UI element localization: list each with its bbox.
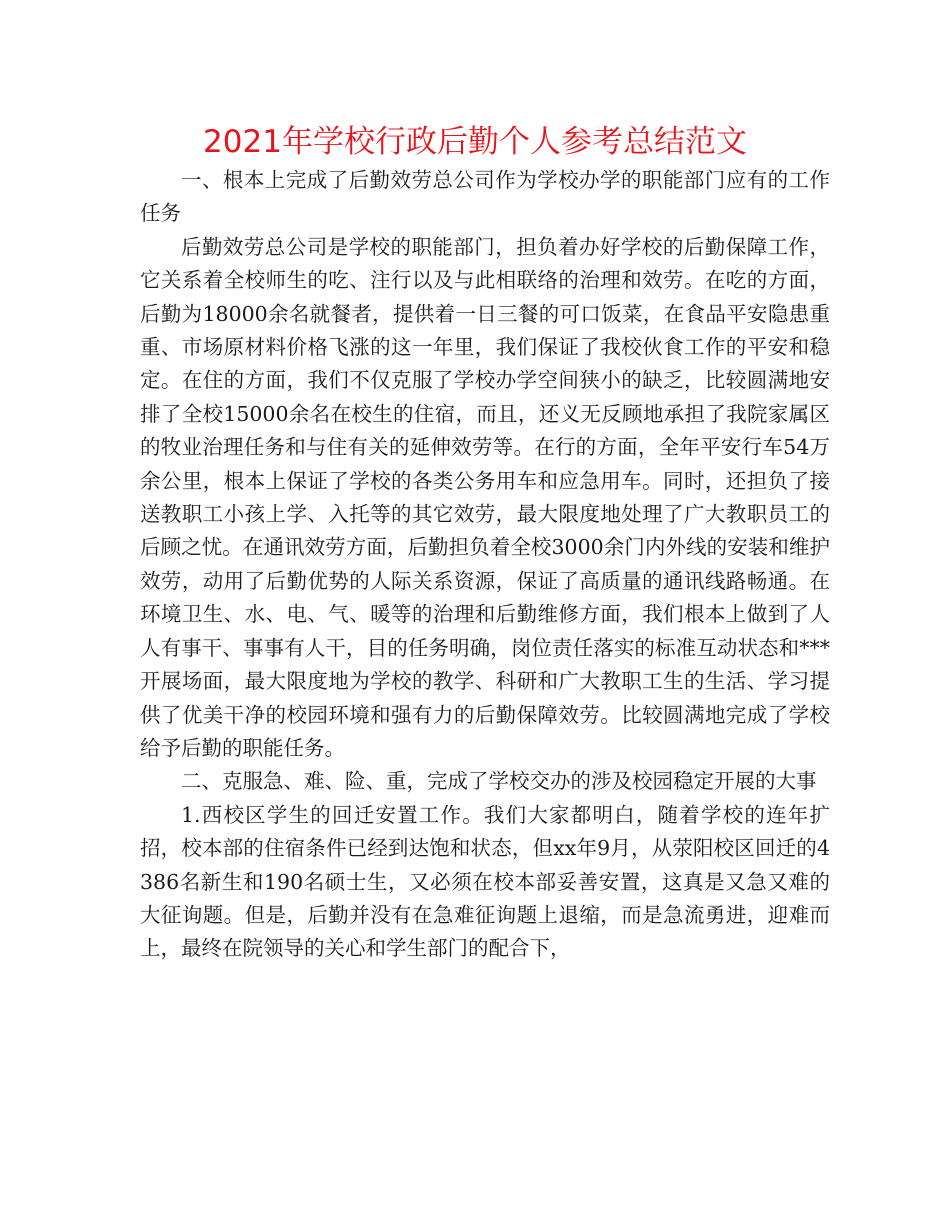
document-body: [140, 164, 830, 966]
document-title: 2021年学校行政后勤个人参考总结范文: [203, 124, 747, 160]
paragraph-section-2-heading: 二、克服急、难、险、重，完成了学校交办的涉及校园稳定开展的大事: [181, 769, 817, 794]
paragraph-section-1-heading: 一、根本上完成了后勤效劳总公司作为学校办学的职能部门应有的工作任务: [140, 168, 830, 226]
paragraph-section-2-item-1: 1.西校区学生的回迁安置工作。我们大家都明白，随着学校的连年扩招，校本部的住宿条件已经到达饱和状态，但xx年9月，从荥阳校区回迁的4386名新生和190名硕士生，又必须在校本部妥善安置，这真是又急又难的大征询题。但是，后勤并没有在急难征询题上退缩，而是急流勇进，迎难而上，最终在院领导的关心和学生部门的配合下，: [140, 802, 830, 961]
paragraph-section-1-body: 后勤效劳总公司是学校的职能部门，担负着办好学校的后勤保障工作，它关系着全校师生的吃、注行以及与此相联络的治理和效劳。在吃的方面，后勤为18000余名就餐者，提供着一日三餐的可口饭菜，在食品平安隐患重重、市场原材料价格飞涨的这一年里，我们保证了我校伙食工作的平安和稳定。在住的方面，我们不仅克服了学校办学空间狭小的缺乏，比较圆满地安排了全校15000余名在校生的住宿，而且，还义无反顾地承担了我院家属区的牧业治理任务和与住有关的延伸效劳等。在行的方面，全年平安行车54万余公里，根本上保证了学校的各类公务用车和应急用车。同时，还担负了接送教职工小孩上学、入托等的其它效劳，最大限度地处理了广大教职员工的后顾之忧。在通讯效劳方面，后勤担负着全校3000余门内外线的安装和维护效劳，动用了后勤优势的人际关系资源，保证了高质量的通讯线路畅通。在环境卫生、水、电、气、暖等的治理和后勤维修方面，我们根本上做到了人人有事干、事事有人干，目的任务明确，岗位责任落实的标准互动状态和***开展场面，最大限度地为学校的教学、科研和广大教职工生的生活、学习提供了优美干净的校园环境和强有力的后勤保障效劳。比较圆满地完成了学校给予后勤的职能任务。: [140, 234, 830, 760]
